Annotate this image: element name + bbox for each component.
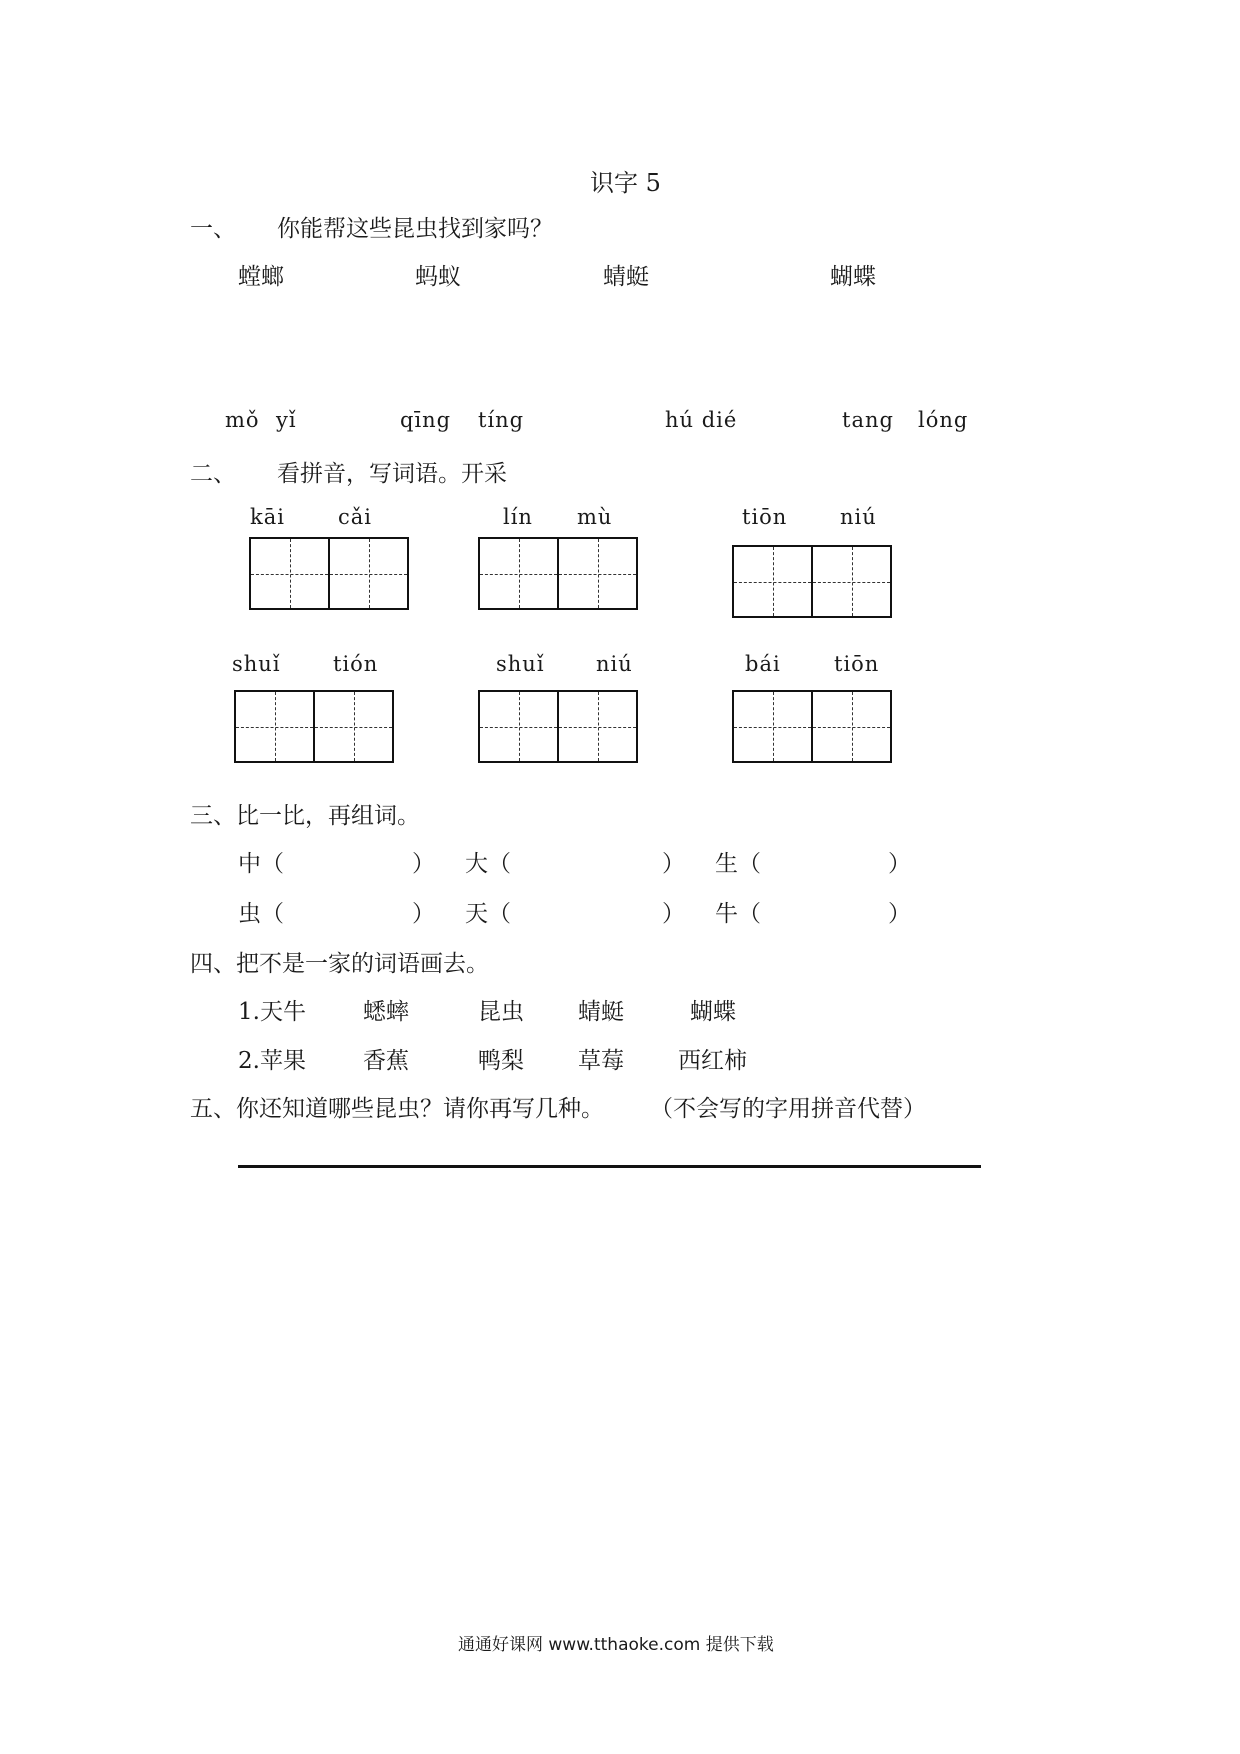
grid-cell[interactable] [480,539,557,608]
footer-text: 通通好课网 www.tthaoke.com 提供下载 [458,1635,774,1655]
writing-grid[interactable] [249,537,409,610]
page-title: 识字 5 [590,169,661,197]
pinyin-home: mǒ [225,408,260,432]
word-item[interactable]: 鸭梨 [478,1048,524,1074]
grid-cell[interactable] [734,547,811,616]
compare-char: 生（ [715,851,761,877]
compare-char: 天（ [465,901,511,927]
grid-cell[interactable] [313,692,392,761]
pinyin-home: hú dié [665,408,738,432]
pinyin-label: cǎi [338,505,372,529]
grid-cell[interactable] [557,692,636,761]
pinyin-label: niú [596,652,633,676]
grid-cell[interactable] [734,692,811,761]
word-item[interactable]: 1.天牛 [238,999,306,1025]
pinyin-label: niú [840,505,877,529]
bracket-close: ） [662,901,685,927]
writing-grid[interactable] [478,537,638,610]
grid-cell[interactable] [480,692,557,761]
bracket-close: ） [412,851,435,877]
grid-cell[interactable] [328,539,407,608]
bracket-close: ） [888,901,911,927]
grid-cell[interactable] [251,539,328,608]
bracket-close: ） [412,901,435,927]
section1-label: 一、 [190,216,236,242]
compare-char: 中（ [238,851,284,877]
section5-question: 五、你还知道哪些昆虫？请你再写几种。 [190,1096,604,1122]
pinyin-home: tíng [478,408,525,432]
writing-grid[interactable] [478,690,638,763]
bracket-close: ） [888,851,911,877]
pinyin-label: kāi [250,505,285,529]
pinyin-home: lóng [918,408,969,432]
bracket-close: ） [662,851,685,877]
pinyin-label: shuǐ [232,652,281,676]
word-item[interactable]: 西红柿 [678,1048,747,1074]
section3-question: 三、比一比，再组词。 [190,803,420,829]
grid-cell[interactable] [811,692,890,761]
section1-question: 你能帮这些昆虫找到家吗？ [277,216,553,242]
insect-word: 蚂蚁 [415,264,461,290]
pinyin-home: qīng [400,408,452,432]
section2-question: 看拼音，写词语。开采 [277,461,507,487]
writing-grid[interactable] [732,545,892,618]
answer-line[interactable] [238,1165,981,1168]
section2-label: 二、 [190,461,236,487]
pinyin-label: mù [577,505,613,529]
pinyin-label: shuǐ [496,652,545,676]
grid-cell[interactable] [557,539,636,608]
pinyin-home: tang [842,408,894,432]
pinyin-label: tión [333,652,379,676]
compare-char: 牛（ [715,901,761,927]
insect-word: 蜻蜓 [603,264,649,290]
writing-grid[interactable] [234,690,394,763]
compare-char: 虫（ [238,901,284,927]
pinyin-home: yǐ [276,408,297,432]
word-item[interactable]: 蝴蝶 [690,999,736,1025]
section4-question: 四、把不是一家的词语画去。 [190,951,489,977]
pinyin-label: tiōn [742,505,788,529]
word-item[interactable]: 昆虫 [478,999,524,1025]
section5-note: （不会写的字用拼音代替） [650,1096,926,1122]
grid-cell[interactable] [811,547,890,616]
pinyin-label: bái [745,652,781,676]
word-item[interactable]: 蟋蟀 [363,999,409,1025]
word-item[interactable]: 香蕉 [363,1048,409,1074]
insect-word: 蝴蝶 [830,264,876,290]
pinyin-label: tiōn [834,652,880,676]
writing-grid[interactable] [732,690,892,763]
grid-cell[interactable] [236,692,313,761]
word-item[interactable]: 2.苹果 [238,1048,306,1074]
word-item[interactable]: 蜻蜓 [578,999,624,1025]
compare-char: 大（ [465,851,511,877]
insect-word: 螳螂 [238,264,284,290]
word-item[interactable]: 草莓 [578,1048,624,1074]
pinyin-label: lín [503,505,533,529]
